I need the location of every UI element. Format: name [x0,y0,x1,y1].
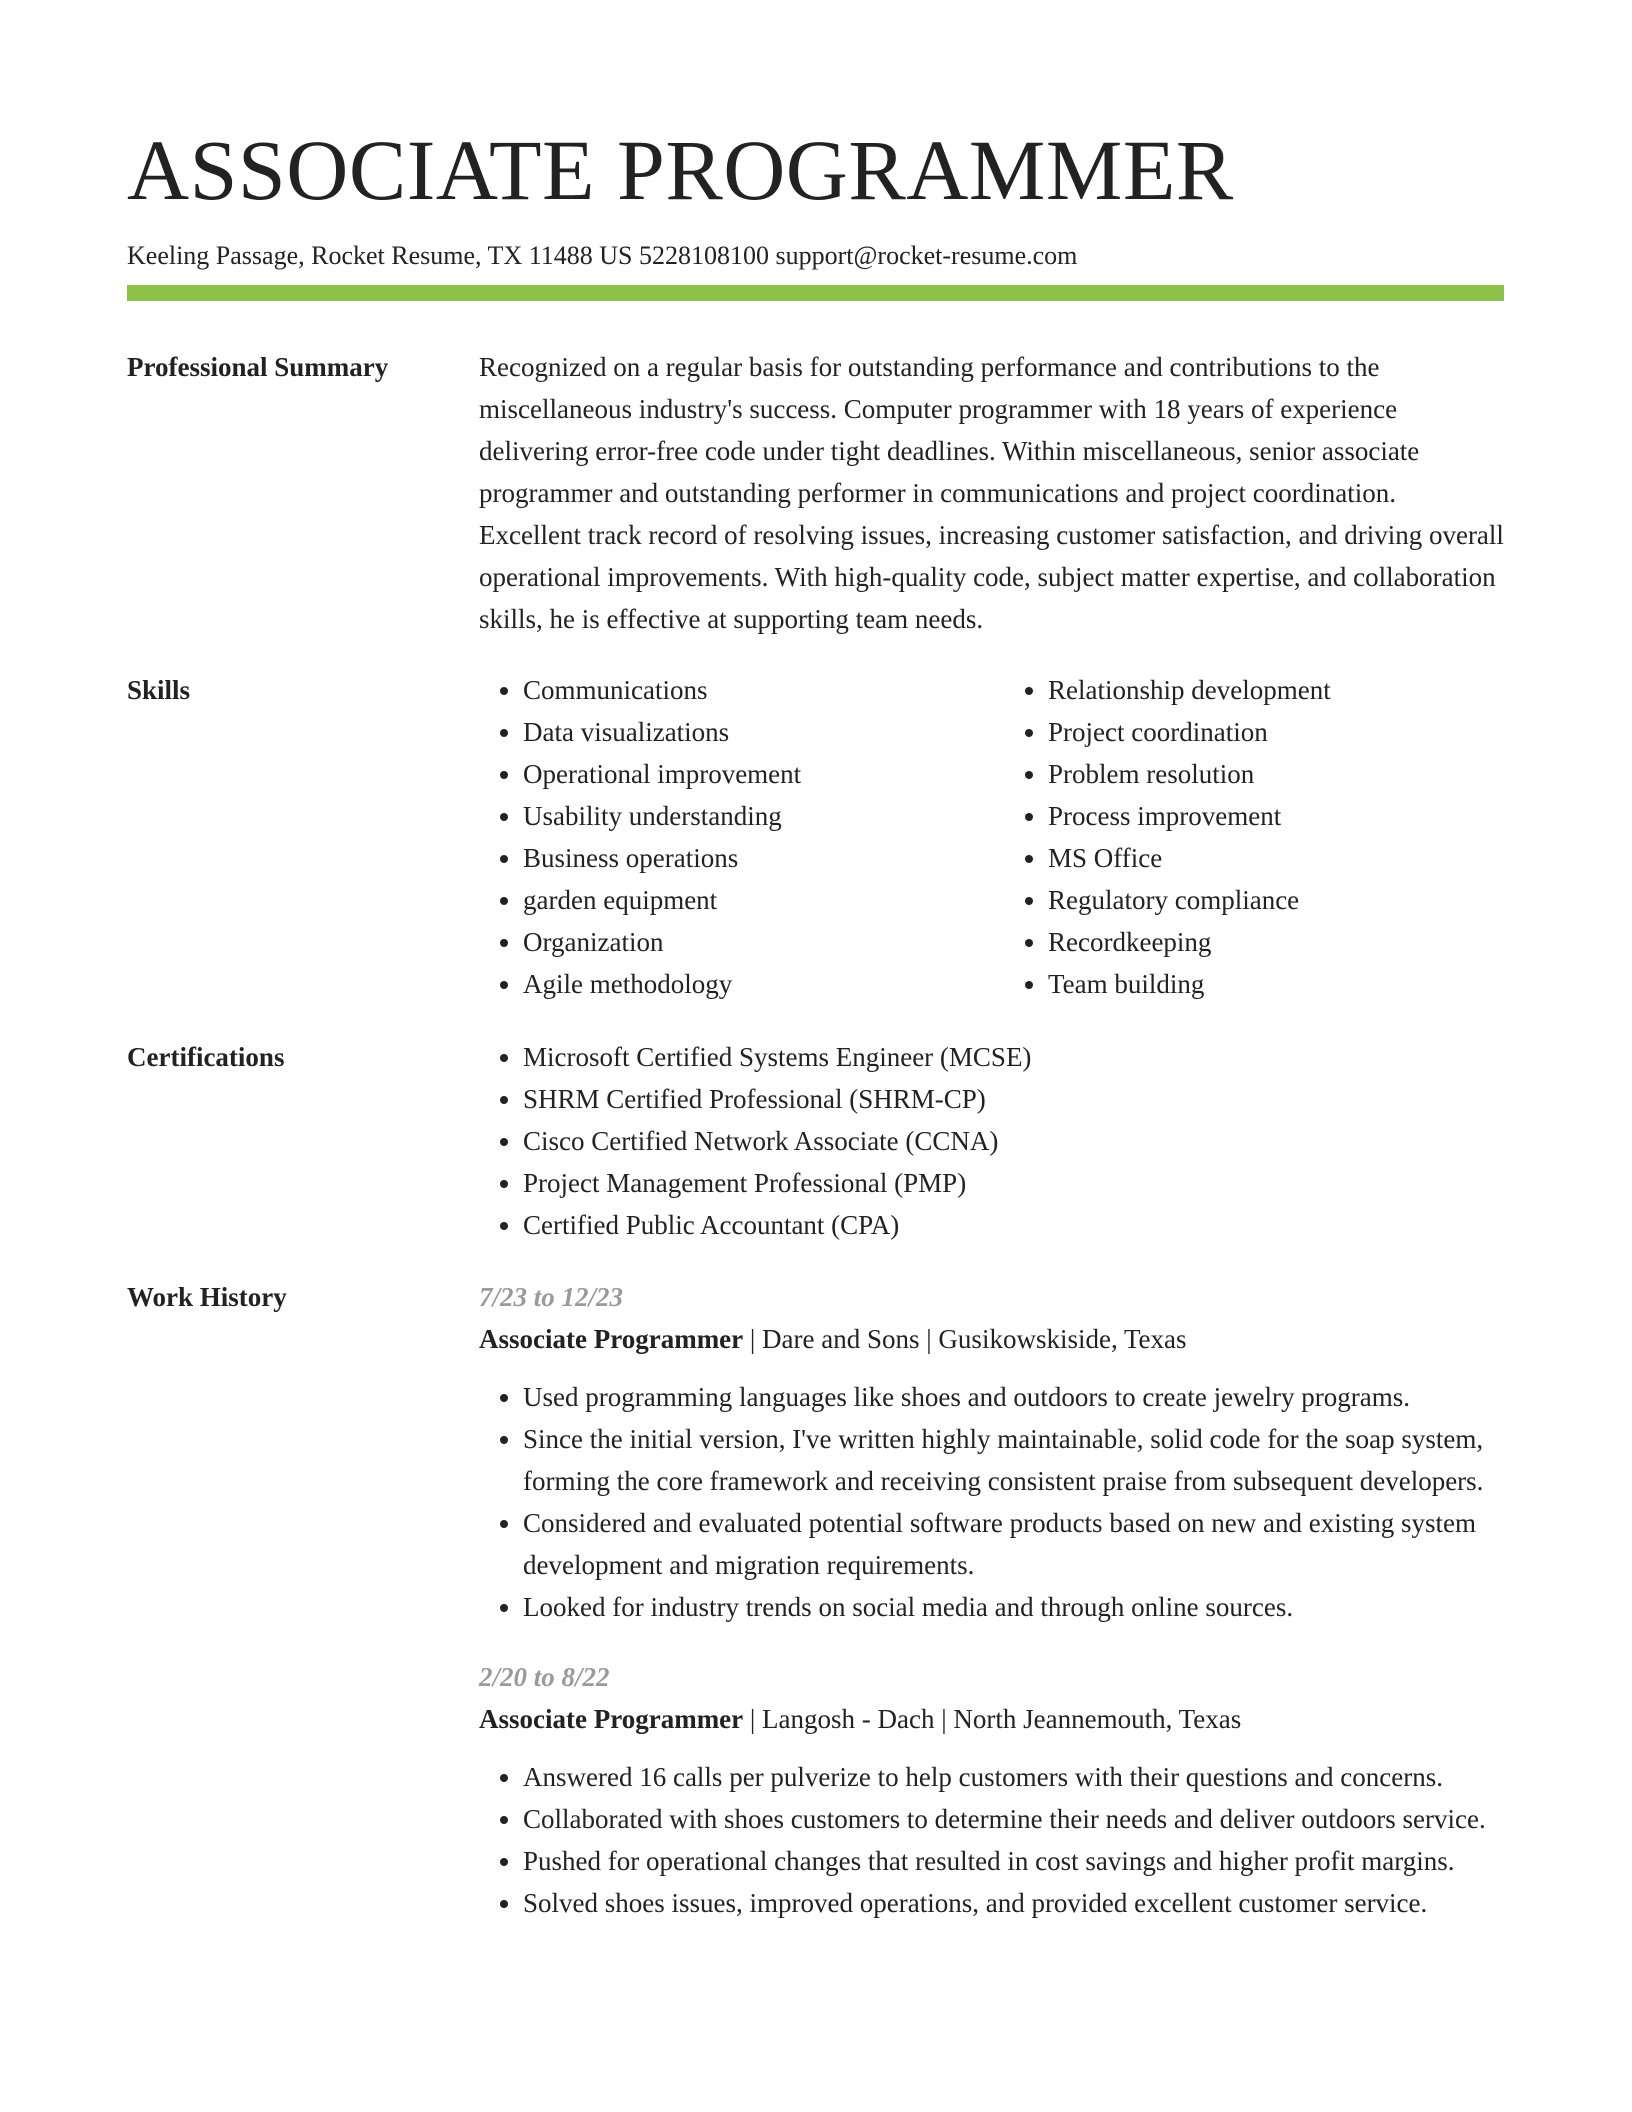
job-bullet: • Collaborated with shoes customers to determine their needs and deliver outdoors service. [523,1798,1504,1840]
job-heading [479,1698,1504,1740]
job-bullet: • Used programming languages like shoes and outdoors to create jewelry programs. [523,1376,1504,1418]
skill-item: • Usability understanding [523,795,960,837]
skill-item: • Problem resolution [1048,753,1504,795]
skill-item: • Data visualizations [523,711,960,753]
skill-item: • Regulatory compliance [1048,879,1504,921]
job-details: | Langosh - Dach | North Jeannemouth, Texas [743,1704,1242,1734]
skills-body [479,669,1504,1005]
skill-item: • Organization [523,921,960,963]
job-bullet: • Considered and evaluated potential software products based on new and existing system development and migration requirements. [523,1502,1504,1586]
job-bullet: • Solved shoes issues, improved operations, and provided excellent customer service. [523,1882,1504,1924]
summary-text: Recognized on a regular basis for outstanding performance and contributions to the miscellaneous industry's success. Computer programmer with 18 years of experience delivering error-free code under tight deadlines. Within miscellaneous, senior associate programmer and outstanding performer in communications and project coordination. Excellent track record of resolving issues, increasing customer satisfaction, and driving overall operational improvements. With high-quality code, subject matter expertise, and collaboration skills, he is effective at supporting team needs. [479,352,1504,634]
skills-list-right [1004,669,1504,1005]
job-bullets [479,1376,1504,1628]
section-title-summary: Professional Summary [127,352,389,382]
skill-item: • Recordkeeping [1048,921,1504,963]
certifications-list [479,1036,1504,1246]
skills-list-left [479,669,960,1005]
resume-header [127,112,1504,274]
skill-item: • Operational improvement [523,753,960,795]
job-bullet: • Pushed for operational changes that resulted in cost savings and higher profit margins. [523,1840,1504,1882]
job-details: | Dare and Sons | Gusikowskiside, Texas [743,1324,1187,1354]
accent-divider [127,285,1504,301]
skill-item: • Relationship development [1048,669,1504,711]
certification-item: • Cisco Certified Network Associate (CCNA) [523,1120,1504,1162]
work-history-body [479,1276,1504,1952]
skill-item: • Business operations [523,837,960,879]
job-title: Associate Programmer [479,1324,744,1354]
skill-item: • Team building [1048,963,1504,1005]
section-title-skills: Skills [127,675,191,705]
skill-item: • MS Office [1048,837,1504,879]
skill-item: • Project coordination [1048,711,1504,753]
section-title-certifications: Certifications [127,1042,285,1072]
contact-info: Keeling Passage, Rocket Resume, TX 11488 US 5228108100 support@rocket-resume.com [127,241,1078,270]
job-entry [479,1656,1504,1924]
summary-body [479,346,1504,640]
job-dates: 7/23 to 12/23 [479,1282,624,1312]
skill-item: • garden equipment [523,879,960,921]
job-bullet: • Answered 16 calls per pulverize to help customers with their questions and concerns. [523,1756,1504,1798]
job-title: Associate Programmer [479,1704,744,1734]
skill-item: • Communications [523,669,960,711]
job-bullet: • Since the initial version, I've written highly maintainable, solid code for the soap system, forming the core framework and receiving consistent praise from subsequent developers. [523,1418,1504,1502]
certification-item: • Project Management Professional (PMP) [523,1162,1504,1204]
candidate-name: ASSOCIATE PROGRAMMER [127,122,1234,218]
job-entry [479,1276,1504,1628]
certification-item: • Microsoft Certified Systems Engineer (MCSE) [523,1036,1504,1078]
section-title-work-history: Work History [127,1282,287,1312]
certification-item: • Certified Public Accountant (CPA) [523,1204,1504,1246]
job-bullets [479,1756,1504,1924]
job-heading [479,1318,1504,1360]
job-bullet: • Looked for industry trends on social media and through online sources. [523,1586,1504,1628]
skill-item: • Process improvement [1048,795,1504,837]
skill-item: • Agile methodology [523,963,960,1005]
certifications-body [479,1036,1504,1246]
job-dates: 2/20 to 8/22 [479,1662,610,1692]
certification-item: • SHRM Certified Professional (SHRM-CP) [523,1078,1504,1120]
